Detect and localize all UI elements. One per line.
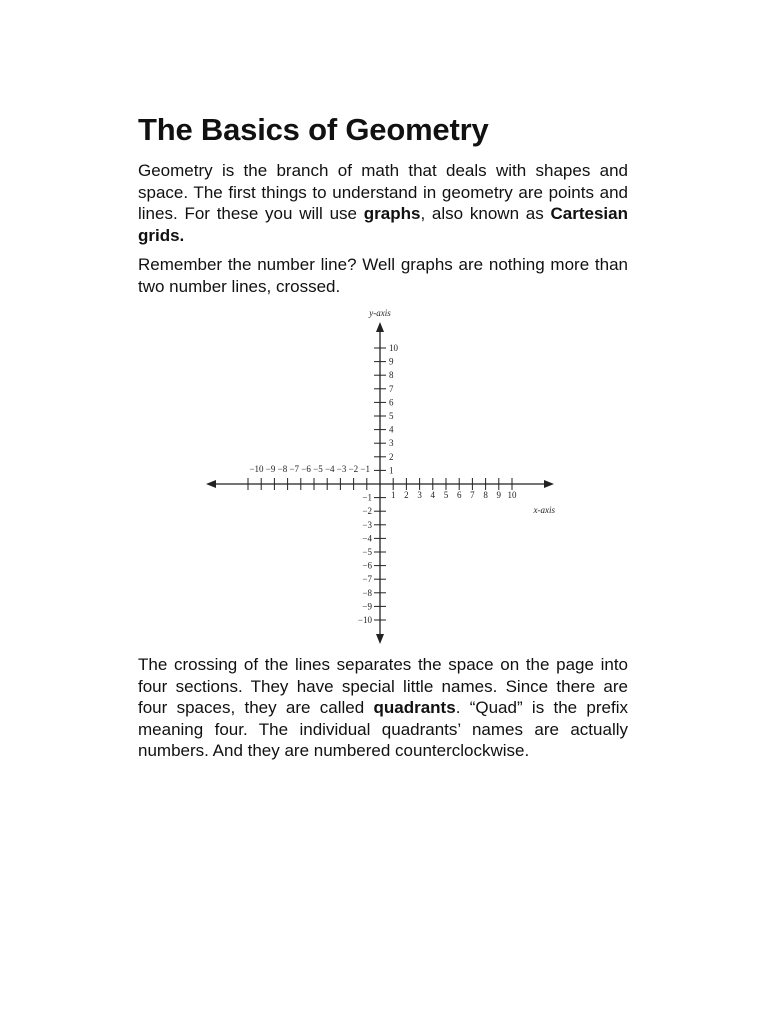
intro-paragraph: [138, 160, 628, 246]
intro-text-a: Geometry is the branch of math that deals with shapes and space. The first things to understand in geometry are points and lines. For these you will use: [138, 161, 628, 223]
x-tick-label: 10: [507, 490, 517, 500]
y-negative-tick-label: −5: [362, 547, 372, 557]
y-negative-tick-label: −3: [362, 519, 372, 530]
y-tick-label: 3: [389, 438, 394, 449]
y-tick-label: 9: [389, 356, 394, 367]
x-tick-label: 6: [456, 490, 462, 500]
y-tick-label: 5: [389, 411, 394, 421]
x-tick-label: 8: [483, 490, 488, 500]
x-tick-label: 7: [470, 490, 475, 500]
y-tick-label: 7: [389, 383, 394, 394]
y-tick-label: 2: [389, 451, 394, 462]
x-axis-left-arrow-icon: [206, 480, 216, 488]
quadrants-section: [138, 654, 628, 770]
x-axis-label: x-axis: [533, 505, 555, 515]
x-axis-right-arrow-icon: [544, 480, 554, 488]
quadrants-paragraph: [138, 654, 628, 762]
y-tick-label: 8: [389, 370, 394, 381]
x-tick-label: 1: [390, 490, 396, 500]
x-tick-label: 5: [443, 490, 449, 500]
page-title: The Basics of Geometry: [138, 112, 489, 147]
x-tick-label: 9: [496, 490, 502, 500]
number-line-paragraph: Remember the number line? Well graphs are nothing more than two number lines, crossed.: [138, 255, 628, 296]
x-tick-label: 4: [430, 490, 436, 500]
y-negative-tick-label: −2: [362, 506, 372, 517]
intro-bold-cartesian: Cartesian grids.: [138, 204, 628, 245]
quadrants-bold: quadrants: [373, 698, 456, 717]
y-tick-label: 6: [389, 397, 394, 408]
intro-text-c: , also known as: [420, 204, 551, 223]
y-negative-tick-label: −7: [362, 574, 372, 585]
y-negative-tick-label: −9: [362, 601, 372, 612]
y-negative-tick-label: −1: [362, 492, 372, 503]
x-negative-tick-labels: −10 −9 −8 −7 −6 −5 −4 −3 −2 −1: [249, 464, 370, 474]
x-tick-label: 3: [417, 490, 422, 500]
quadrants-text-c: . “Quad” is the prefix meaning four. The individual quadrants’ names are actually numbers. And they are numbered counterclockwise.: [138, 698, 628, 760]
y-axis-label: y-axis: [369, 308, 391, 318]
y-negative-tick-label: −6: [362, 560, 372, 571]
y-negative-tick-label: −10: [357, 615, 372, 625]
quadrants-text-a: The crossing of the lines separates the space on the page into four sections. They have special little names. Since there are four spaces, they are called: [138, 655, 628, 717]
x-tick-label: 2: [404, 490, 409, 500]
cartesian-grid-svg: [200, 306, 570, 651]
y-negative-tick-label: −8: [362, 587, 372, 598]
y-tick-label: 10: [389, 343, 398, 353]
y-axis-down-arrow-icon: [376, 634, 384, 644]
y-negative-tick-label: −4: [362, 533, 372, 544]
y-tick-label: 4: [389, 424, 394, 435]
document-page: [138, 112, 628, 305]
intro-bold-graphs: graphs: [363, 204, 421, 223]
y-tick-label: 1: [389, 465, 394, 476]
y-axis-up-arrow-icon: [376, 322, 384, 332]
cartesian-grid-figure: [200, 306, 570, 651]
